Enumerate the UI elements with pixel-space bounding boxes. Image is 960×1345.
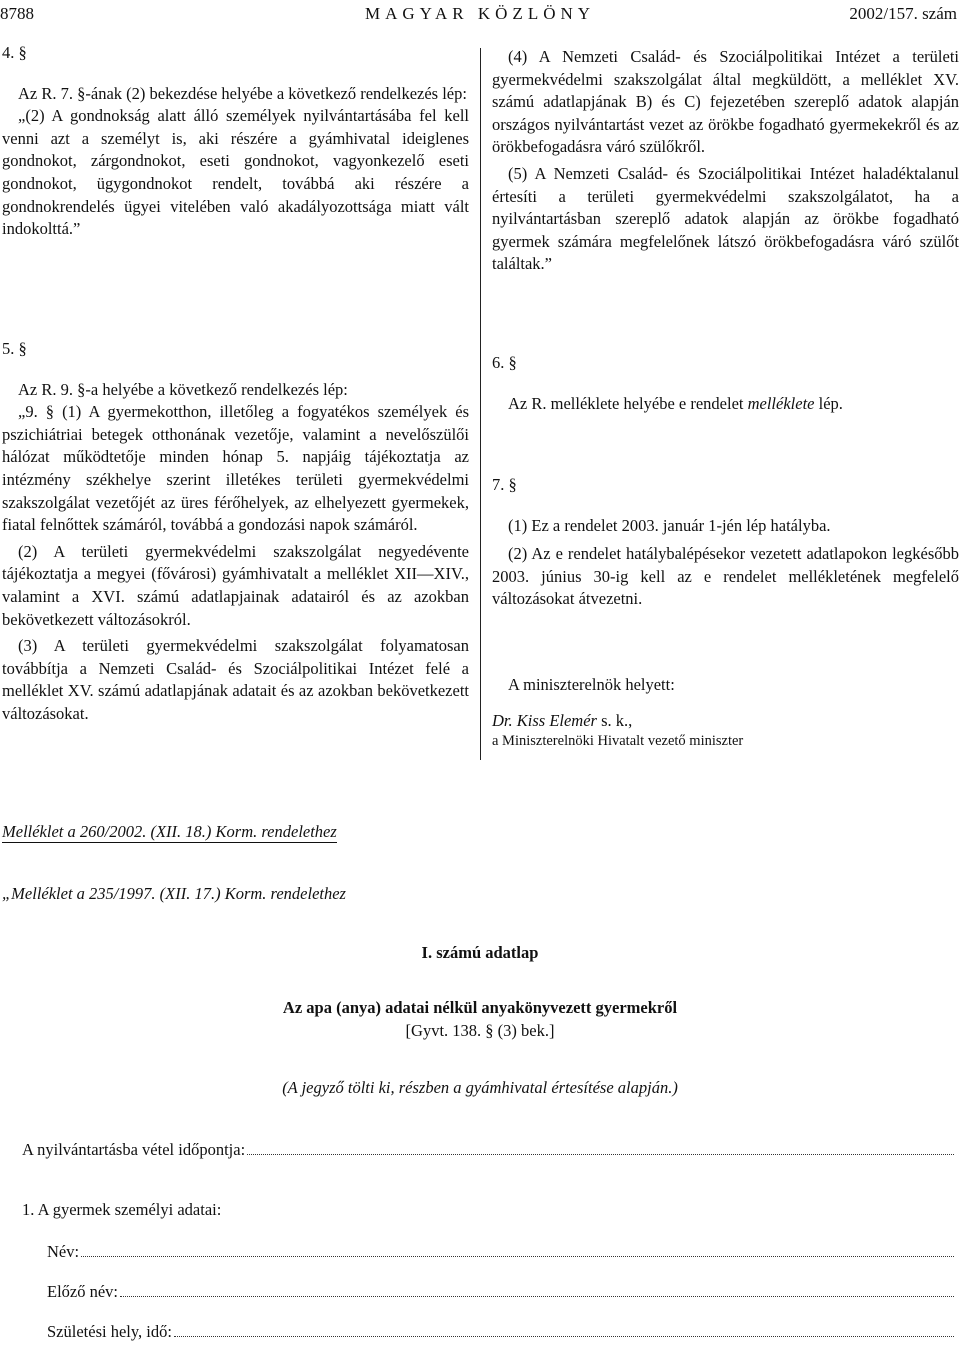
section-5-para-3: (3) A területi gyermekvédelmi szakszolgálat folyamatosan továbbítja a Nemzeti Család- és Szociálpolitikai Intézet felé a melléklet XV. számú adatlapjának adatait és az azokban bekövetkezett változásokat. [2,636,469,723]
section-7-para-1: (1) Ez a rendelet 2003. január 1-jén lép hatályba. [508,515,831,535]
para-5: (5) A Nemzeti Család- és Szociálpolitikai Intézet haladéktalanul értesíti a területi gyermekvédelmi szakszolgálatot, ha a nyilvántartásban szereplő adatok alapján az örökbe fogadható gyermek számára megfelelőnek látszó örökbefogadásra váró szülőt találtak.” [492,163,959,274]
previous-name-line[interactable] [120,1282,954,1297]
name-label: Név: [47,1242,80,1261]
column-divider [480,48,481,760]
birth-place-date-label: Születési hely, idő: [47,1322,172,1341]
right-column-section-7 [492,474,959,611]
section-5-intro: Az R. 9. §-a helyébe a következő rendelkezés lép: [18,379,348,399]
left-column [2,42,469,241]
right-column-section-6 [492,352,959,415]
form-note: (A jegyző tölti ki, részben a gyámhivatal értesítése alapján.) [282,1078,678,1097]
journal-title: MAGYAR KÖZLÖNY [364,4,596,23]
form-title: I. számú adatlap [421,943,539,962]
section-7-title: 7. § [492,475,517,494]
issue-number: 2002/157. szám [849,4,957,23]
section-4-title: 4. § [2,43,27,62]
signer-suffix: s. k., [596,710,633,730]
section-6-text-a: Az R. melléklete helyébe e rendelet [508,393,748,413]
right-column [492,46,959,276]
annex-title [2,822,337,843]
birth-place-date-field[interactable] [47,1322,954,1342]
section-5-para-2: (2) A területi gyermekvédelmi szakszolgálat negyedévente tájékoztatja a megyei (fővárosi) gyámhivatalt a melléklet XII—XIV., valamint a XVI. számú adatlapjainak adatairól és az azokban bekövetkezett változásokról. [2,541,469,629]
section-7-para-2: (2) Az e rendelet hatálybalépésekor vezetett adatlapokon legkésőbb 2003. június 30-ig kell az e rendelet mellékletének megfelelő változásokat átvezetni. [492,544,959,609]
section-6-text-italic: melléklete [747,393,815,413]
registration-date-label: A nyilvántartásba vétel időpontja: [22,1140,246,1159]
name-field[interactable] [47,1242,954,1262]
previous-name-field[interactable] [47,1282,954,1302]
signer-title: a Miniszterelnöki Hivatalt vezető miniszter [492,733,744,750]
signoff-line: A miniszterelnök helyett: [508,675,675,694]
left-column-section-5 [2,338,469,726]
section-4-text: „(2) A gondnokság alatt álló személyek nyilvántartásába fel kell venni azt a személyt is, aki részére a gyámhivatal ideiglenes gondnokot, zárgondnokot, eseti gondnokot, vagyonkezelő eseti gondnokot, ügygondnokot rendelt, továbbá aki részére a gondnokrendelés ügyei vitelében való akadályozottsága miatt vált indokolttá.” [2,106,469,239]
section-1-heading: 1. A gyermek személyi adatai: [22,1200,222,1219]
form-subtitle: Az apa (anya) adatai nélkül anyakönyvezett gyermekről [282,998,678,1017]
registration-date-line[interactable] [247,1140,954,1155]
section-6-text [492,393,959,416]
previous-name-label: Előző név: [47,1282,119,1301]
legal-reference: [Gyvt. 138. § (3) bek.] [405,1021,555,1040]
section-6-text-c: lép. [814,393,843,413]
page-header [0,4,960,28]
signature-block [492,674,959,750]
registration-date-field[interactable] [22,1140,954,1160]
annex-title-text: Melléklet a 260/2002. (XII. 18.) Korm. rendelethez [2,822,337,841]
section-5-title: 5. § [2,339,27,358]
section-6-title: 6. § [492,353,517,372]
section-5-para-1: „9. § (1) A gyermekotthon, illetőleg a fogyatékos személyek és pszichiátriai betegek otthonának vezetője, valamint a nevelőszülői hálózat működtetője minden hónap 5. napjáig tájékoztatja az intézmény székhelye szerint illetékes területi gyermekvédelmi szakszolgálat vezetőjét az üres férőhelyek, az elhelyezett gyermekek, fiatal felnőttek számáról, továbbá a gondozási napok számáról. [2,402,469,535]
para-4: (4) A Nemzeti Család- és Szociálpolitikai Intézet a területi gyermekvédelmi szakszolgálat által megküldött, a melléklet XV. számú adatlapjának B) és C) fejezetében szereplő adatok alapján országos nyilvántartást vezet az örökbe fogadható gyermekekről és az örökbefogadásra váró szülőkről. [492,47,959,157]
page-number: 8788 [0,4,34,23]
annex-inner-title: „Melléklet a 235/1997. (XII. 17.) Korm. rendelethez [2,884,346,903]
section-4-intro: Az R. 7. §-ának (2) bekezdése helyébe a következő rendelkezés lép: [18,83,467,103]
signer-line [492,710,959,733]
birth-place-date-line[interactable] [174,1322,954,1337]
name-line[interactable] [81,1242,954,1257]
signer-name: Dr. Kiss Elemér [492,710,597,730]
